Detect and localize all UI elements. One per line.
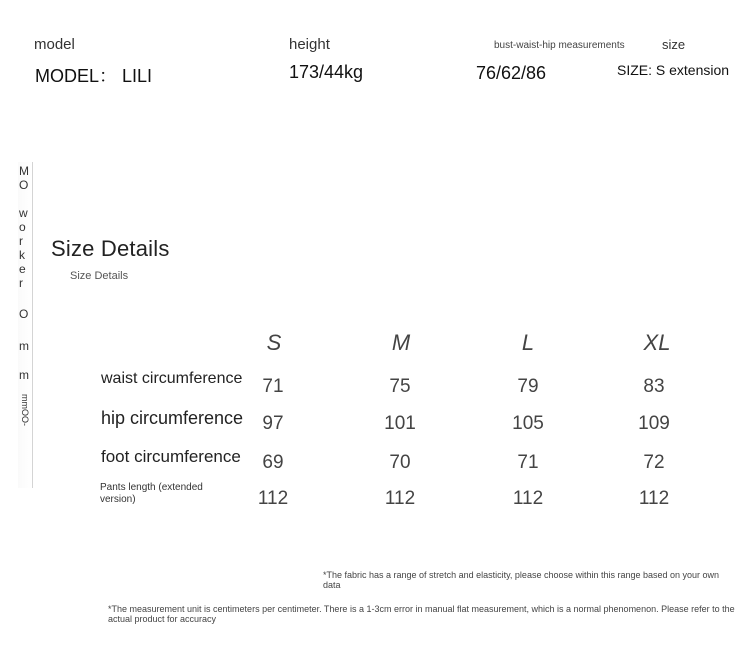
brand-tail: mmOO- xyxy=(20,394,30,426)
table-cell: 69 xyxy=(262,452,284,473)
brand-letter: O xyxy=(19,307,29,321)
brand-letter: e xyxy=(19,262,26,276)
size-value: SIZE: S extension xyxy=(617,62,730,78)
brand-letter: w xyxy=(19,206,28,220)
table-cell: 112 xyxy=(638,488,670,509)
brand-letter: r xyxy=(19,234,23,248)
brand-letter: o xyxy=(19,220,26,234)
col-header-s: S xyxy=(266,330,282,355)
table-cell: 105 xyxy=(512,413,544,434)
row-label-pants-length: Pants length (extended version) xyxy=(100,482,203,505)
table-cell: 109 xyxy=(638,413,670,434)
table-cell: 83 xyxy=(643,376,665,397)
brand-letter: O xyxy=(19,178,29,192)
col-header-l: L xyxy=(521,330,535,355)
height-value: 173/44kg xyxy=(289,62,364,82)
table-cell: 70 xyxy=(389,452,411,473)
brand-letter: r xyxy=(19,276,23,290)
table-cell: 75 xyxy=(389,376,411,397)
table-cell: 71 xyxy=(517,452,539,473)
row-label-waist: waist circumference xyxy=(101,370,243,387)
col-header-m: M xyxy=(391,330,411,355)
table-cell: 97 xyxy=(262,413,284,434)
section-subtitle: Size Details xyxy=(70,270,129,282)
model-value: MODEL： LILI xyxy=(35,66,153,86)
brand-letter: M xyxy=(19,164,29,178)
height-label: height xyxy=(289,36,330,53)
table-cell: 112 xyxy=(257,488,289,509)
measurements-label: bust-waist-hip measurements xyxy=(494,40,625,51)
fabric-note: *The fabric has a range of stretch and elasticity, please choose within this range based on your own data xyxy=(323,570,720,590)
brand-vertical-strip xyxy=(18,162,33,488)
table-cell: 72 xyxy=(643,452,665,473)
brand-letter: m xyxy=(19,368,29,382)
row-label-foot: foot circumference xyxy=(101,447,241,466)
table-cell: 79 xyxy=(517,376,539,397)
brand-letter: m xyxy=(19,339,29,353)
table-cell: 71 xyxy=(262,376,284,397)
measurement-note: *The measurement unit is centimeters per centimeter. There is a 1-3cm error in manual flat measurement, which is a normal phenomenon. Please refer to the actual product for accuracy xyxy=(108,604,735,624)
measurements-value: 76/62/86 xyxy=(476,63,547,83)
model-label: model xyxy=(34,36,75,53)
col-header-xl: XL xyxy=(643,330,671,355)
section-title: Size Details xyxy=(51,236,170,261)
table-cell: 101 xyxy=(384,413,416,434)
brand-letter: k xyxy=(19,248,25,262)
table-cell: 112 xyxy=(512,488,544,509)
row-label-hip: hip circumference xyxy=(101,408,244,428)
size-label: size xyxy=(662,37,686,52)
table-cell: 112 xyxy=(384,488,416,509)
